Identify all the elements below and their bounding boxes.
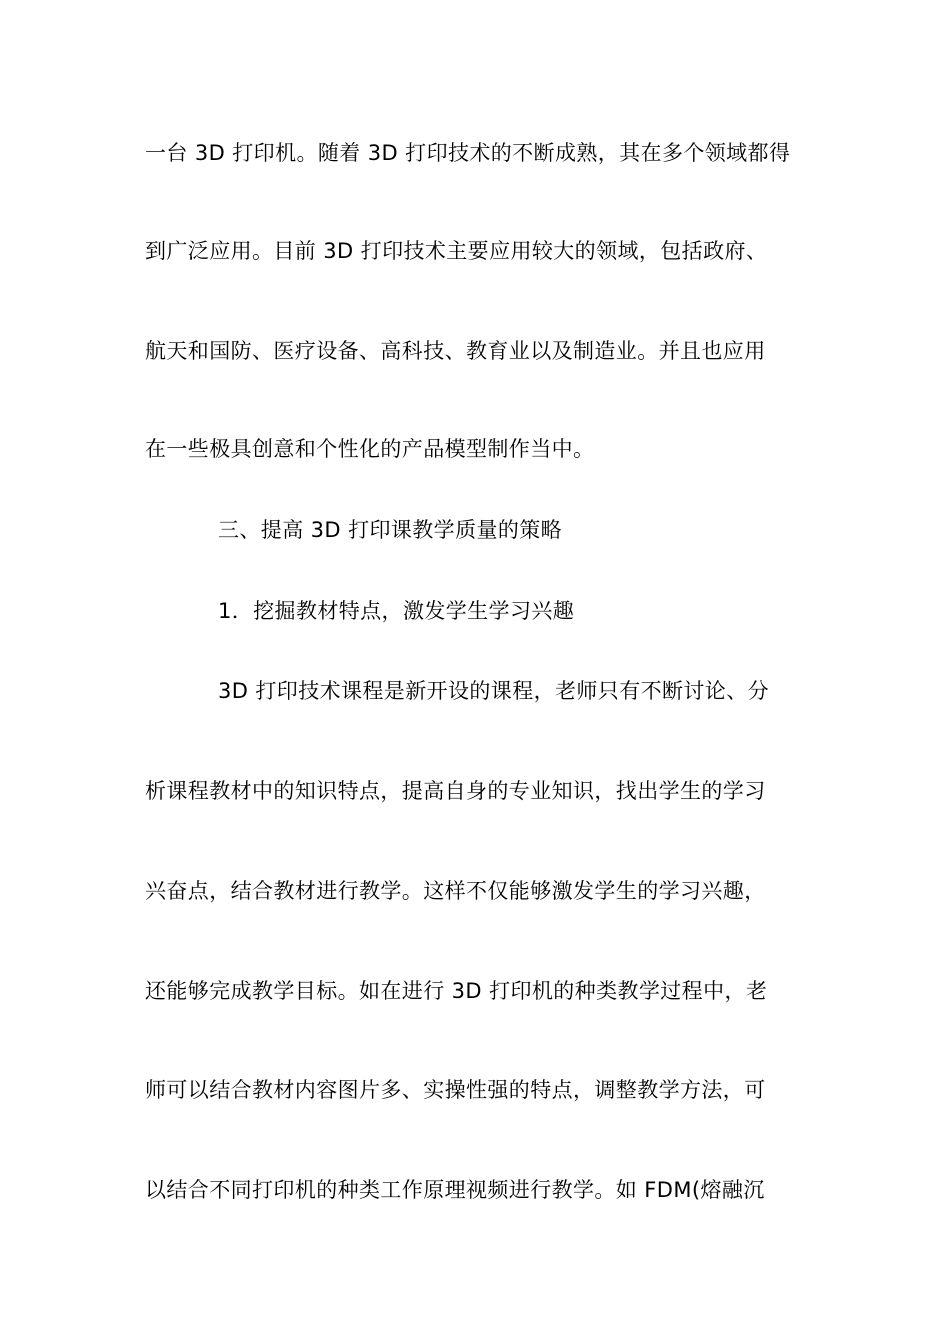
paragraph-line-2: 到广泛应用。目前 3D 打印技术主要应用较大的领域，包括政府、	[145, 239, 768, 263]
paragraph-line-3: 航天和国防、医疗设备、高科技、教育业以及制造业。并且也应用	[145, 339, 766, 363]
paragraph2-line-5: 师可以结合教材内容图片多、实操性强的特点，调整教学方法，可	[145, 1078, 766, 1102]
subsection-heading: 1．挖掘教材特点，激发学生学习兴趣	[218, 599, 575, 623]
paragraph2-line-4: 还能够完成教学目标。如在进行 3D 打印机的种类教学过程中，老	[145, 979, 768, 1003]
paragraph2-line-1: 3D 打印技术课程是新开设的课程，老师只有不断讨论、分	[218, 679, 770, 703]
paragraph2-line-3: 兴奋点，结合教材进行教学。这样不仅能够激发学生的学习兴趣，	[145, 879, 766, 903]
paragraph-line-1: 一台 3D 打印机。随着 3D 打印技术的不断成熟，其在多个领域都得	[145, 141, 791, 165]
section-heading: 三、提高 3D 打印课教学质量的策略	[218, 518, 563, 542]
paragraph2-line-2: 析课程教材中的知识特点，提高自身的专业知识，找出学生的学习	[145, 779, 766, 803]
paragraph-line-4: 在一些极具创意和个性化的产品模型制作当中。	[145, 437, 595, 461]
paragraph2-line-6: 以结合不同打印机的种类工作原理视频进行教学。如 FDM(熔融沉	[145, 1178, 765, 1202]
